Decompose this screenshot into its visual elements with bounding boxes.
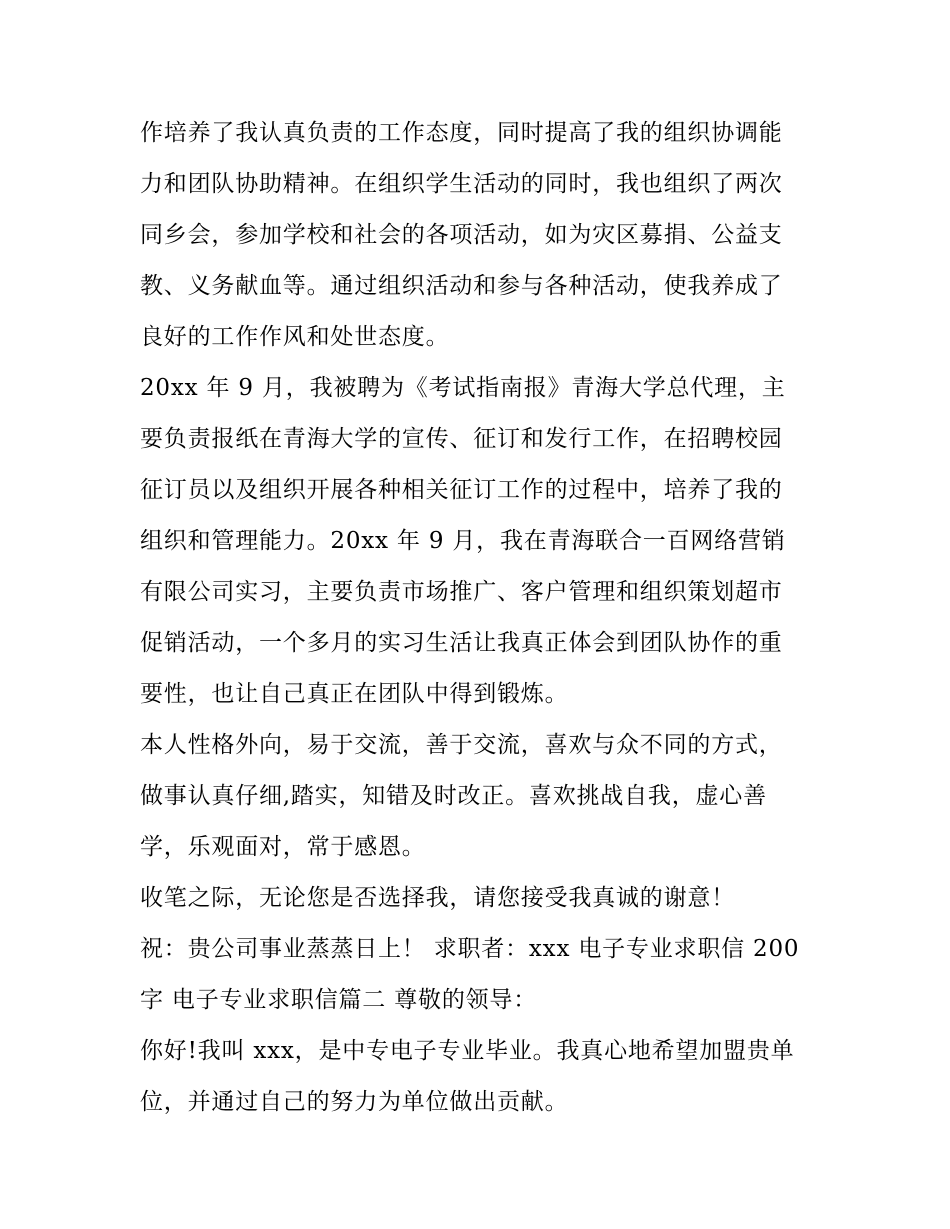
- text-line: 本人性格外向，易于交流，善于交流，喜欢与众不同的方式，: [140, 732, 783, 758]
- text-line: 力和团队协助精神。在组织学生活动的同时，我也组织了两次: [140, 171, 783, 197]
- text-line: 字 电子专业求职信篇二 尊敬的领导：: [140, 987, 538, 1013]
- text-line: 收笔之际，无论您是否选择我，请您接受我真诚的谢意！: [140, 885, 735, 911]
- text-line: 要性，也让自己真正在团队中得到锻炼。: [140, 681, 569, 707]
- document-page: [140, 108, 820, 1128]
- text-line: 同乡会，参加学校和社会的各项活动，如为灾区募捐、公益支: [140, 222, 783, 248]
- text-line: 征订员以及组织开展各种相关征订工作的过程中，培养了我的: [140, 477, 783, 503]
- text-line: 学，乐观面对，常于感恩。: [140, 834, 426, 860]
- text-line: 促销活动，一个多月的实习生活让我真正体会到团队协作的重: [140, 630, 783, 656]
- text-line: 作培养了我认真负责的工作态度，同时提高了我的组织协调能: [140, 120, 783, 146]
- text-line: 良好的工作作风和处世态度。: [140, 324, 450, 350]
- text-line: 你好!我叫 xxx，是中专电子专业毕业。我真心地希望加盟贵单: [140, 1038, 795, 1064]
- text-line: 做事认真仔细,踏实，知错及时改正。喜欢挑战自我，虚心善: [140, 783, 767, 809]
- text-line: 要负责报纸在青海大学的宣传、征订和发行工作，在招聘校园: [140, 426, 783, 452]
- text-line: 位，并通过自己的努力为单位做出贡献。: [140, 1089, 569, 1115]
- text-line: 组织和管理能力。20xx 年 9 月，我在青海联合一百网络营销: [140, 528, 786, 554]
- text-line: 祝：贵公司事业蒸蒸日上！ 求职者：xxx 电子专业求职信 200: [140, 936, 800, 962]
- text-line: 教、义务献血等。通过组织活动和参与各种活动，使我养成了: [140, 273, 783, 299]
- text-line: 有限公司实习，主要负责市场推广、客户管理和组织策划超市: [140, 579, 783, 605]
- text-line: 20xx 年 9 月，我被聘为《考试指南报》青海大学总代理，主: [140, 375, 786, 401]
